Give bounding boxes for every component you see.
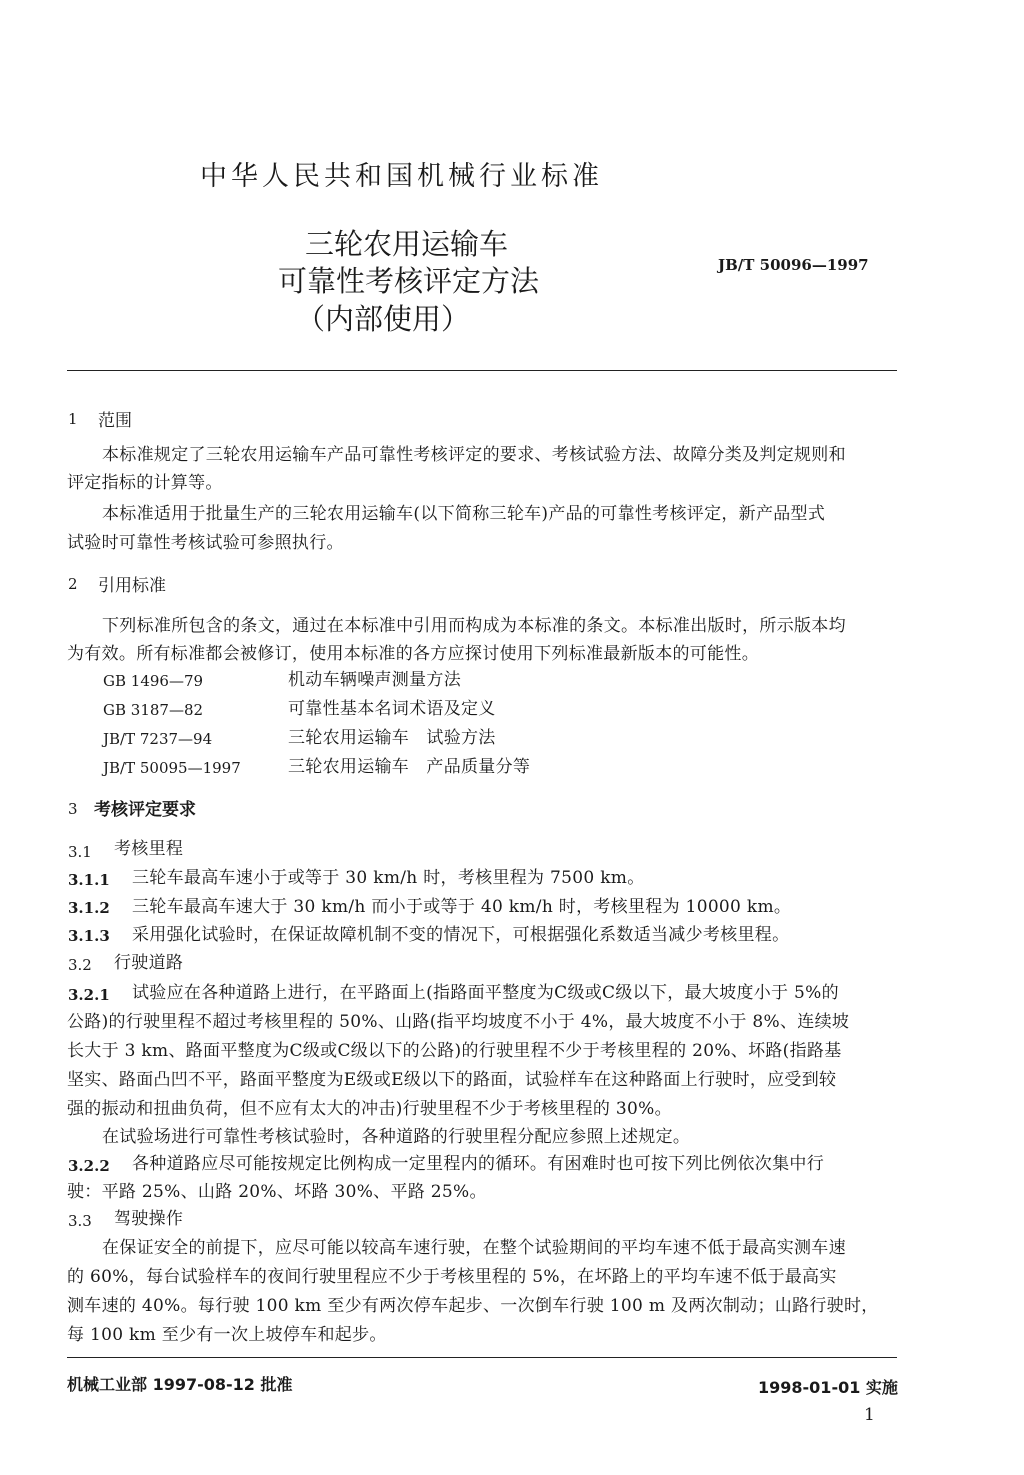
section-3-number: 3 — [68, 800, 78, 818]
section-3-2-number: 3.2 — [68, 956, 92, 974]
section-3-2-1-line3: 长大于 3 km、路面平整度为C级或C级以下的公路)的行驶里程不少于考核里程的 20%、坏路(指路基 — [67, 1041, 842, 1061]
doc-title-line2: 可靠性考核评定方法 — [278, 264, 540, 298]
reference-title: 可靠性基本名词术语及定义 — [288, 699, 496, 719]
section-3-1-number: 3.1 — [68, 843, 92, 861]
reference-code: GB 1496—79 — [103, 672, 204, 690]
reference-code: JB/T 7237—94 — [103, 730, 213, 748]
approval-note: 机械工业部 1997-08-12 批准 — [67, 1375, 293, 1394]
org-title: 中华人民共和国机械行业标准 — [200, 161, 603, 192]
section-3-2-2-line1: 各种道路应尽可能按规定比例构成一定里程内的循环。有困难时也可按下列比例依次集中行 — [132, 1154, 824, 1174]
section-3-1-title: 考核里程 — [114, 839, 184, 859]
section-3-1-2-number: 3.1.2 — [68, 899, 110, 917]
section-1-p2-line1: 本标准适用于批量生产的三轮农用运输车(以下简称三轮车)产品的可靠性考核评定，新产品型式 — [102, 504, 826, 524]
section-3-2-1-line6: 在试验场进行可靠性考核试验时，各种道路的行驶里程分配应参照上述规定。 — [102, 1127, 691, 1147]
section-3-3-title: 驾驶操作 — [114, 1209, 184, 1229]
section-1-title: 范围 — [98, 411, 132, 431]
section-3-title: 考核评定要求 — [94, 800, 196, 820]
header-divider — [67, 370, 897, 371]
section-3-1-3-text: 采用强化试验时，在保证故障机制不变的情况下，可根据强化系数适当减少考核里程。 — [132, 925, 790, 945]
section-3-2-title: 行驶道路 — [114, 953, 184, 973]
reference-code: JB/T 50095—1997 — [103, 759, 241, 777]
section-3-1-3-number: 3.1.3 — [68, 927, 110, 945]
section-2-p1-line1: 下列标准所包含的条文，通过在本标准中引用而构成为本标准的条文。本标准出版时，所示版本均 — [102, 616, 846, 636]
section-3-2-1-line1: 试验应在各种道路上进行，在平路面上(指路面平整度为C级或C级以下，最大坡度小于 5%的 — [132, 983, 839, 1003]
section-3-3-line3: 测车速的 40%。每行驶 100 km 至少有两次停车起步、一次倒车行驶 100 m 及两次制动；山路行驶时， — [67, 1296, 879, 1316]
section-3-1-2-text: 三轮车最高车速大于 30 km/h 而小于或等于 40 km/h 时，考核里程为 10000 km。 — [132, 897, 792, 917]
reference-title: 三轮农用运输车 产品质量分等 — [288, 757, 531, 777]
section-3-2-1-line4: 坚实、路面凸凹不平，路面平整度为E级或E级以下的路面，试验样车在这种路面上行驶时，应受到较 — [67, 1070, 837, 1090]
section-2-title: 引用标准 — [98, 576, 166, 596]
section-1-p1-line2: 评定指标的计算等。 — [67, 473, 223, 493]
reference-code: GB 3187—82 — [103, 701, 204, 719]
section-3-2-1-number: 3.2.1 — [68, 986, 110, 1004]
section-2-p1-line2: 为有效。所有标准都会被修订，使用本标准的各方应探讨使用下列标准最新版本的可能性。 — [67, 644, 759, 664]
section-3-3-line4: 每 100 km 至少有一次上坡停车和起步。 — [67, 1325, 387, 1345]
section-1-number: 1 — [68, 410, 78, 428]
section-3-2-1-line5: 强的振动和扭曲负荷，但不应有太大的冲击)行驶里程不少于考核里程的 30%。 — [67, 1099, 672, 1119]
section-3-3-line2: 的 60%，每台试验样车的夜间行驶里程应不少于考核里程的 5%，在坏路上的平均车速不低于最高实 — [67, 1267, 837, 1287]
section-2-number: 2 — [68, 575, 78, 593]
section-1-p2-line2: 试验时可靠性考核试验可参照执行。 — [67, 533, 344, 553]
reference-title: 三轮农用运输车 试验方法 — [288, 728, 496, 748]
section-3-1-1-text: 三轮车最高车速小于或等于 30 km/h 时，考核里程为 7500 km。 — [132, 868, 645, 888]
section-3-2-1-line2: 公路)的行驶里程不超过考核里程的 50%、山路(指平均坡度不小于 4%，最大坡度不小于 8%、连续坡 — [67, 1012, 850, 1032]
standard-code: JB/T 50096—1997 — [718, 256, 869, 274]
effective-date: 1998-01-01 实施 — [758, 1378, 898, 1397]
section-3-3-line1: 在保证安全的前提下，应尽可能以较高车速行驶，在整个试验期间的平均车速不低于最高实测车速 — [102, 1238, 846, 1258]
footer-divider — [67, 1357, 897, 1358]
doc-title-line3: （内部使用） — [296, 302, 471, 336]
reference-title: 机动车辆噪声测量方法 — [288, 670, 461, 690]
page-number: 1 — [864, 1405, 875, 1425]
section-1-p1-line1: 本标准规定了三轮农用运输车产品可靠性考核评定的要求、考核试验方法、故障分类及判定规则和 — [102, 445, 846, 465]
section-3-3-number: 3.3 — [68, 1212, 92, 1230]
section-3-2-2-number: 3.2.2 — [68, 1157, 110, 1175]
section-3-2-2-line2: 驶：平路 25%、山路 20%、坏路 30%、平路 25%。 — [67, 1182, 487, 1202]
section-3-1-1-number: 3.1.1 — [68, 871, 110, 889]
doc-title-line1: 三轮农用运输车 — [305, 227, 509, 261]
